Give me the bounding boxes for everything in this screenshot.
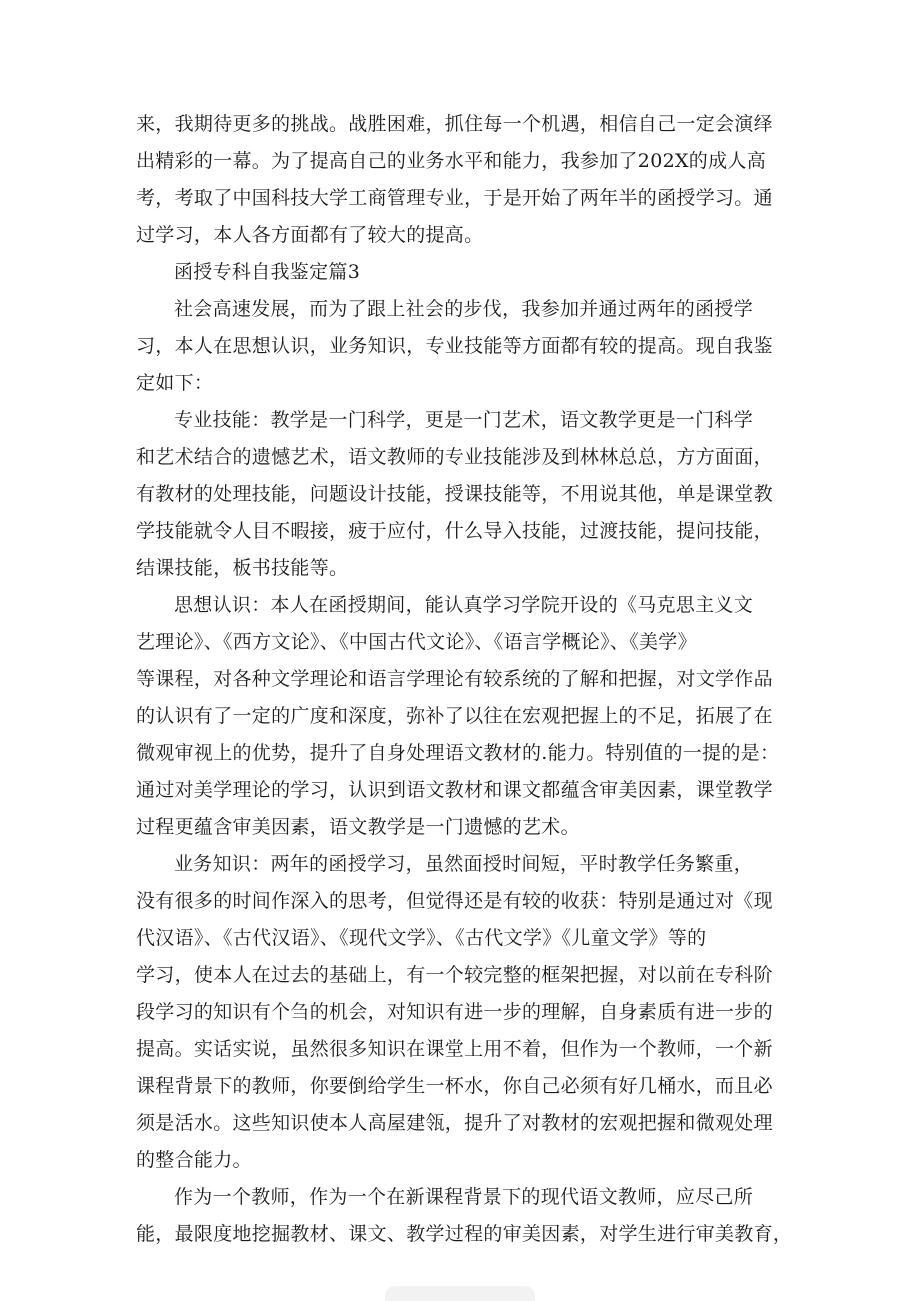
text-line: 艺理论》、《西方文论》、《中国古代文论》、《语言学概论》、《美学》 xyxy=(136,631,697,653)
text-line: 考，考取了中国科技大学工商管理专业，于是开始了两年半的函授学习。通 xyxy=(136,187,773,209)
text-line: 能，最限度地挖掘教材、课文、教学过程的审美因素，对学生进行审美教育， xyxy=(136,1223,793,1245)
text-line: 有教材的处理技能，问题设计技能，授课技能等，不用说其他，单是课堂教 xyxy=(136,483,773,505)
text-line: 和艺术结合的遗憾艺术，语文教师的专业技能涉及到林林总总，方方面面， xyxy=(136,446,773,468)
text-line: 出精彩的一幕。为了提高自己的业务水平和能力，我参加了202X的成人高 xyxy=(136,150,766,172)
text-line: 没有很多的时间作深入的思考，但觉得还是有较的收获：特别是通过对《现 xyxy=(136,890,773,912)
text-line: 等课程，对各种文学理论和语言学理论有较系统的了解和把握，对文学作品 xyxy=(136,668,773,690)
text-line: 课程背景下的教师，你要倒给学生一杯水，你自己必须有好几桶水，而且必 xyxy=(136,1075,773,1097)
text-line: 过学习，本人各方面都有了较大的提高。 xyxy=(136,224,484,246)
text-line: 的整合能力。 xyxy=(136,1149,252,1171)
text-line: 专业技能：教学是一门科学，更是一门艺术，语文教学更是一门科学 xyxy=(174,409,754,431)
section-heading: 函授专科自我鉴定篇3 xyxy=(174,261,361,283)
text-line: 习，本人在思想认识，业务知识，专业技能等方面都有较的提高。现自我鉴 xyxy=(136,335,773,357)
text-line: 社会高速发展，而为了跟上社会的步伐，我参加并通过两年的函授学 xyxy=(174,298,754,320)
text-line: 学习，使本人在过去的基础上，有一个较完整的框架把握，对以前在专科阶 xyxy=(136,964,773,986)
text-line: 代汉语》、《古代汉语》、《现代文学》、《古代文学》《儿童文学》等的 xyxy=(136,927,707,949)
text-line: 学技能就令人目不暇接，疲于应付，什么导入技能，过渡技能，提问技能， xyxy=(136,520,773,542)
text-line: 提高。实话实说，虽然很多知识在课堂上用不着，但作为一个教师，一个新 xyxy=(136,1038,773,1060)
document-body xyxy=(136,106,796,1253)
page-bottom-tab xyxy=(385,1286,535,1301)
text-line: 微观审视上的优势，提升了自身处理语文教材的.能力。特别值的一提的是： xyxy=(136,742,780,764)
text-line: 结课技能，板书技能等。 xyxy=(136,557,349,579)
text-line: 须是活水。这些知识使本人高屋建瓴，提升了对教材的宏观把握和微观处理 xyxy=(136,1112,773,1134)
text-line: 定如下： xyxy=(136,372,214,394)
text-line: 思想认识：本人在函授期间，能认真学习学院开设的《马克思主义文 xyxy=(174,594,754,616)
text-line: 段学习的知识有个刍的机会，对知识有进一步的理解，自身素质有进一步的 xyxy=(136,1001,773,1023)
text-line: 过程更蕴含审美因素，语文教学是一门遗憾的艺术。 xyxy=(136,816,580,838)
text-line: 业务知识：两年的函授学习，虽然面授时间短，平时教学任务繁重， xyxy=(174,853,754,875)
text-line: 作为一个教师，作为一个在新课程背景下的现代语文教师，应尽己所 xyxy=(174,1186,754,1208)
text-line: 通过对美学理论的学习，认识到语文教材和课文都蕴含审美因素，课堂教学 xyxy=(136,779,773,801)
text-line: 的认识有了一定的广度和深度，弥补了以往在宏观把握上的不足，拓展了在 xyxy=(136,705,773,727)
text-line: 来，我期待更多的挑战。战胜困难，抓住每一个机遇，相信自己一定会演绎 xyxy=(136,113,773,135)
